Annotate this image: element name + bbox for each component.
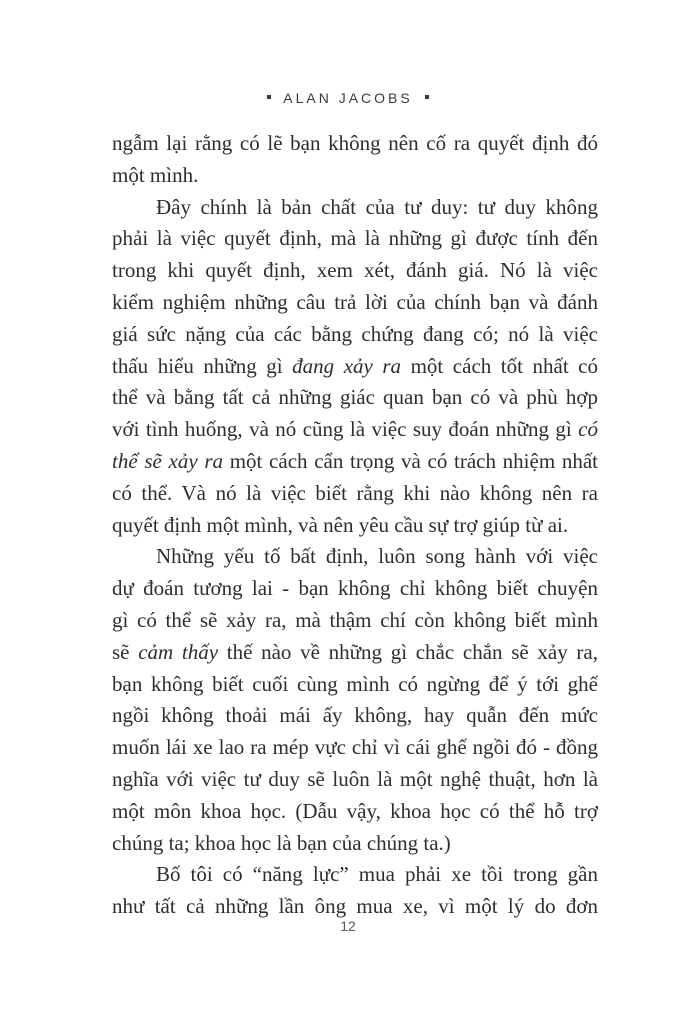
- text-run: sẽ: [112, 639, 139, 664]
- text-line: dự đoán tương lai - bạn không chỉ không biết chuyện: [112, 576, 598, 601]
- text-line: trong khi quyết định, xem xét, đánh giá. Nó là việc: [112, 258, 598, 283]
- text-line: muốn lái xe lao ra mép vực chỉ vì cái ghế ngồi đó - đồng: [112, 735, 598, 760]
- text-run: với tình huống, và nó cũng là việc suy đoán những gì: [112, 417, 579, 442]
- text-line: ngồi không thoải mái ấy không, hay quẫn đến mức: [112, 703, 598, 728]
- header-right-bullet: [425, 95, 429, 99]
- text-line: [112, 637, 598, 669]
- text-line: có thể. Và nó là việc biết rằng khi nào không nên ra: [112, 480, 598, 505]
- text-line: kiểm nghiệm những câu trả lời của chính bạn và đánh: [112, 289, 598, 314]
- text-line: bạn không biết cuối cùng mình có ngừng để ý tới ghế: [112, 671, 598, 696]
- text-run: thấu hiểu những gì: [112, 353, 293, 378]
- text-line: [112, 414, 598, 446]
- text-line: ngẫm lại rằng có lẽ bạn không nên cố ra quyết định đó: [112, 131, 598, 155]
- text-line: giá sức nặng của các bằng chứng đang có; nó là việc: [112, 321, 598, 346]
- text-line: một môn khoa học. (Dẫu vậy, khoa học có thể hỗ trợ: [112, 798, 598, 823]
- page-number: 12: [340, 918, 356, 934]
- text-line: nghĩa với việc tư duy sẽ luôn là một nghệ thuật, hơn là: [112, 766, 598, 791]
- header-author: ALAN JACOBS: [283, 90, 413, 106]
- body-text: [112, 128, 598, 923]
- text-line: Đây chính là bản chất của tư duy: tư duy không: [156, 194, 598, 219]
- text-run: một cách cẩn trọng và có trách nhiệm nhất: [223, 448, 598, 473]
- italic-run: có: [578, 417, 598, 442]
- text-line: [112, 446, 598, 478]
- italic-run: đang xảy ra: [292, 353, 402, 378]
- running-header: [0, 90, 696, 106]
- text-line: Bố tôi có “năng lực” mua phải xe tồi trong gần: [156, 862, 598, 887]
- text-line: phải là việc quyết định, mà là những gì được tính đến: [112, 226, 598, 251]
- text-line: chúng ta; khoa học là bạn của chúng ta.): [112, 830, 451, 855]
- text-line: thể và bằng tất cả những giác quan bạn có và phù hợp: [112, 385, 598, 410]
- text-run: thế nào về những gì chắc chắn sẽ xảy ra,: [218, 639, 598, 664]
- text-line: một mình.: [112, 162, 199, 187]
- text-line: gì có thể sẽ xảy ra, mà thậm chí còn không biết mình: [112, 607, 598, 632]
- text-line: như tất cả những lần ông mua xe, vì một lý do đơn: [112, 894, 598, 919]
- italic-run: thể sẽ xảy ra: [112, 448, 224, 473]
- text-line: quyết định một mình, và nên yêu cầu sự trợ giúp từ ai.: [112, 512, 569, 537]
- italic-run: cảm thấy: [138, 639, 219, 664]
- text-line: Những yếu tố bất định, luôn song hành với việc: [156, 544, 598, 569]
- header-left-bullet: [267, 95, 271, 99]
- text-line: [112, 351, 598, 383]
- text-run: một cách tốt nhất có: [401, 353, 598, 378]
